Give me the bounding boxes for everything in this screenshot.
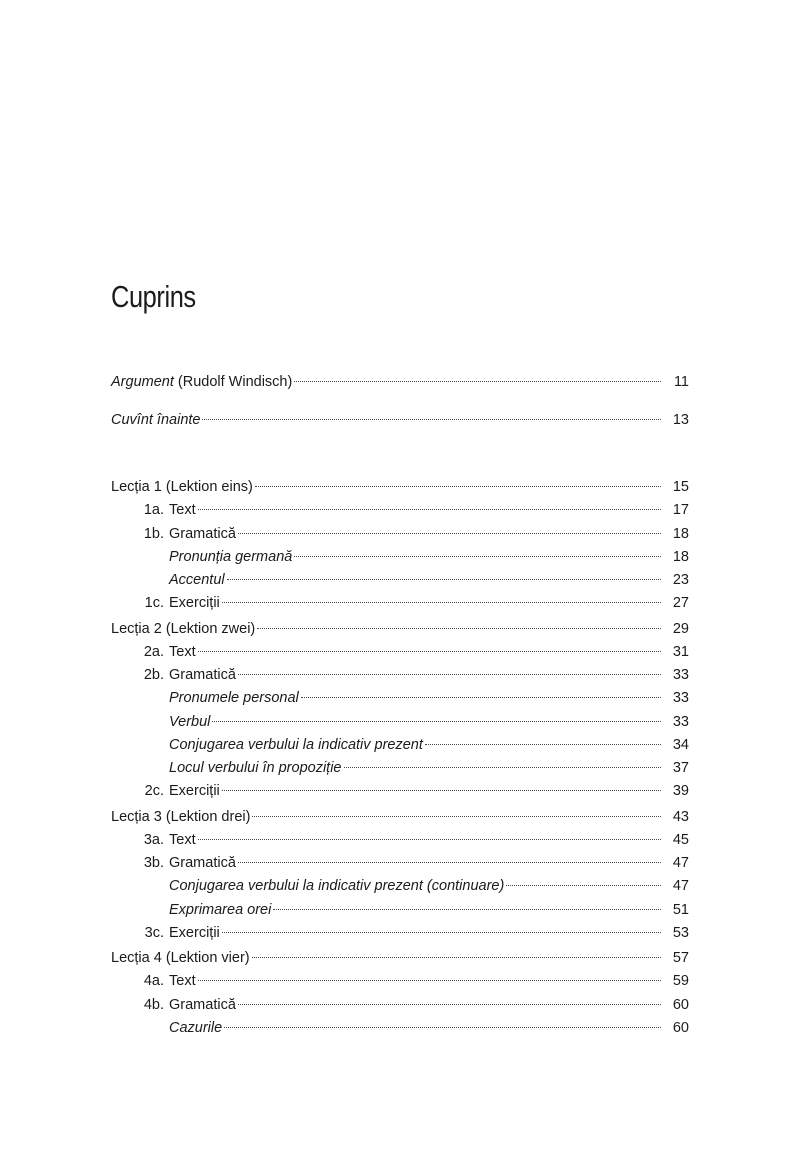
toc-entry-argument[interactable] [0, 371, 800, 393]
toc-entry-lesson[interactable] [0, 806, 800, 828]
toc-entry-label: Gramatică [169, 667, 236, 683]
dot-leader [257, 628, 661, 629]
toc-entry-label: Gramatică [169, 855, 236, 871]
dot-leader [238, 674, 661, 675]
toc-section-number: 4a. [143, 973, 164, 989]
toc-section-number: 3a. [143, 832, 164, 848]
toc-entry-foreword[interactable] [0, 409, 800, 431]
toc-entry-section[interactable] [0, 592, 800, 614]
toc-entry-subsection[interactable] [0, 546, 800, 568]
toc-page-number: 60 [672, 997, 689, 1013]
toc-entry-label-rest: (Rudolf Windisch) [173, 374, 293, 390]
toc-entry-section[interactable] [0, 780, 800, 802]
toc-page-number: 39 [672, 783, 689, 799]
toc-section-number: 2a. [143, 644, 164, 660]
dot-leader [506, 885, 661, 886]
dot-leader [198, 651, 661, 652]
toc-page-number: 60 [672, 1020, 689, 1036]
dot-leader [224, 1027, 661, 1028]
toc-page-number: 31 [672, 644, 689, 660]
toc-section-number: 3b. [143, 855, 164, 871]
toc-entry-lesson[interactable] [0, 947, 800, 969]
dot-leader [294, 381, 661, 382]
toc-section-number: 3c. [144, 925, 164, 941]
toc-page-number: 33 [672, 667, 689, 683]
toc-page-number: 37 [672, 760, 689, 776]
toc-entry-label: Verbul [169, 714, 211, 730]
dot-leader [198, 839, 661, 840]
toc-entry-label: Gramatică [169, 997, 236, 1013]
dot-leader [222, 790, 661, 791]
toc-entry-label-italic: Argument [111, 374, 174, 390]
toc-entry-label: Exerciții [169, 783, 220, 799]
toc-page-number: 23 [672, 572, 689, 588]
toc-entry-subsection[interactable] [0, 757, 800, 779]
dot-leader [238, 533, 661, 534]
toc-page-number: 47 [672, 855, 689, 871]
toc-entry-lesson[interactable] [0, 618, 800, 640]
toc-entry-subsection[interactable] [0, 899, 800, 921]
toc-entry-label: Text [169, 832, 196, 848]
toc-page-number: 11 [673, 374, 689, 390]
toc-entry-label: Lecția 2 (Lektion zwei) [111, 621, 256, 637]
toc-entry-label: Exprimarea orei [169, 902, 272, 918]
dot-leader [238, 1004, 661, 1005]
dot-leader [222, 602, 661, 603]
toc-entry-section[interactable] [0, 852, 800, 874]
toc-entry-label: Gramatică [169, 526, 236, 542]
dot-leader [227, 579, 661, 580]
dot-leader [222, 932, 661, 933]
toc-section-number: 4b. [143, 997, 164, 1013]
toc-entry-subsection[interactable] [0, 569, 800, 591]
dot-leader [344, 767, 662, 768]
toc-page-number: 27 [672, 595, 689, 611]
toc-entry-label: Cazurile [169, 1020, 223, 1036]
toc-entry-subsection[interactable] [0, 1017, 800, 1039]
toc-entry-label: Lecția 3 (Lektion drei) [111, 809, 251, 825]
dot-leader [255, 486, 661, 487]
dot-leader [238, 862, 661, 863]
toc-entry-section[interactable] [0, 970, 800, 992]
toc-section-number: 1a. [143, 502, 164, 518]
toc-entry-subsection[interactable] [0, 875, 800, 897]
toc-entry-label: Pronunția germană [169, 549, 293, 565]
toc-page-number: 13 [672, 412, 689, 428]
toc-entry-label: Text [169, 502, 196, 518]
toc-entry-section[interactable] [0, 499, 800, 521]
toc-entry-label: Exerciții [169, 595, 220, 611]
toc-entry-label: Exerciții [169, 925, 220, 941]
toc-section-number: 1b. [143, 526, 164, 542]
toc-entry-label: Lecția 4 (Lektion vier) [111, 950, 250, 966]
toc-page-number: 33 [672, 690, 689, 706]
dot-leader [294, 556, 661, 557]
toc-page-number: 45 [672, 832, 689, 848]
toc-section-number: 2c. [144, 783, 164, 799]
toc-page-number: 29 [672, 621, 689, 637]
dot-leader [301, 697, 661, 698]
toc-entry-label: Pronumele personal [169, 690, 299, 706]
toc-page-number: 53 [672, 925, 689, 941]
toc-entry-subsection[interactable] [0, 734, 800, 756]
toc-page-number: 18 [672, 549, 689, 565]
dot-leader [425, 744, 661, 745]
dot-leader [252, 816, 661, 817]
toc-entry-label: Conjugarea verbului la indicativ prezent (continuare) [169, 878, 505, 894]
toc-entry-label: Conjugarea verbului la indicativ prezent [169, 737, 423, 753]
toc-entry-lesson[interactable] [0, 476, 800, 498]
toc-page-number: 15 [672, 479, 689, 495]
toc-section-number: 1c. [144, 595, 164, 611]
toc-entry-section[interactable] [0, 829, 800, 851]
dot-leader [198, 980, 661, 981]
toc-page-number: 57 [672, 950, 689, 966]
dot-leader [212, 721, 661, 722]
toc-entry-label: Accentul [169, 572, 225, 588]
toc-entry-section[interactable] [0, 523, 800, 545]
toc-entry-section[interactable] [0, 664, 800, 686]
toc-entry-label: Lecția 1 (Lektion eins) [111, 479, 253, 495]
toc-entry-label: Locul verbului în propoziție [169, 760, 342, 776]
toc-page-number: 18 [672, 526, 689, 542]
page-title: Cuprins [111, 279, 196, 314]
toc-entry-section[interactable] [0, 641, 800, 663]
toc-entry-label: Cuvînt înainte [111, 412, 201, 428]
toc-entry-label: Text [169, 973, 196, 989]
toc-entry-subsection[interactable] [0, 711, 800, 733]
toc-entry-section[interactable] [0, 994, 800, 1016]
toc-page-number: 33 [672, 714, 689, 730]
dot-leader [273, 909, 661, 910]
toc-entry-subsection[interactable] [0, 687, 800, 709]
dot-leader [202, 419, 661, 420]
toc-section-number: 2b. [143, 667, 164, 683]
toc-entry-section[interactable] [0, 922, 800, 944]
toc-page-number: 43 [672, 809, 689, 825]
toc-page-number: 34 [672, 737, 689, 753]
toc-page-number: 47 [672, 878, 689, 894]
toc-entry-label: Text [169, 644, 196, 660]
dot-leader [198, 509, 661, 510]
toc-page-number: 59 [672, 973, 689, 989]
dot-leader [252, 957, 661, 958]
toc-entry-label [111, 371, 292, 393]
toc-page-number: 51 [672, 902, 689, 918]
toc-page-number: 17 [672, 502, 689, 518]
